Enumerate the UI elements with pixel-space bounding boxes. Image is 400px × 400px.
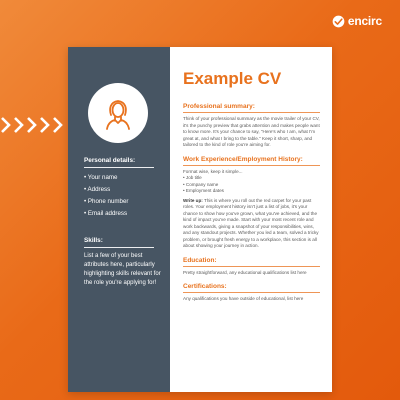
divider <box>183 112 320 113</box>
divider <box>183 292 320 293</box>
writeup-text: This is where you roll out the red carpet for your past roles. Your employment history isn't just a list of jobs, it's your chance to show how you've grown, what you've achieved, and the kind of impact you've made. Start with your most recent role and work backwards, giving a snapshot of your responsibilities, wins, and any standout projects. Whether you led a team, solved a tricky problem, or brought fresh energy to a workplace, this section is all about showing your journey in action. <box>183 197 319 248</box>
chevron-row <box>0 116 63 134</box>
personal-detail-item: • Email address <box>84 208 164 220</box>
personal-details-list <box>84 172 164 220</box>
brand-name: encirc <box>347 14 382 28</box>
experience-item: • Employment dates <box>183 188 320 195</box>
chevron-right-icon <box>39 116 50 134</box>
experience-intro: Format wise, keep it simple... <box>183 168 243 174</box>
cv-main <box>170 47 332 392</box>
skills-section <box>84 237 164 288</box>
certifications-heading: Certifications: <box>183 283 227 290</box>
certifications-section <box>183 283 320 303</box>
experience-list <box>183 175 320 195</box>
experience-item: • Company name <box>183 182 320 189</box>
education-section <box>183 257 320 277</box>
chevron-right-icon <box>26 116 37 134</box>
skills-heading: Skills: <box>84 237 103 244</box>
cv-document <box>68 47 332 392</box>
divider <box>183 266 320 267</box>
experience-section <box>183 156 320 250</box>
writeup-lead: Write up: <box>183 197 203 203</box>
summary-heading: Professional summary: <box>183 103 255 110</box>
brand-logo <box>332 14 382 28</box>
chevron-right-icon <box>0 116 11 134</box>
education-text: Pretty straightforward, any educational qualifications list here <box>183 269 307 275</box>
experience-heading: Work Experience/Employment History: <box>183 155 303 163</box>
summary-section <box>183 103 320 149</box>
certifications-text: Any qualifications you have outside of educational, list here <box>183 296 304 301</box>
chevron-right-icon <box>13 116 24 134</box>
avatar <box>88 83 148 143</box>
divider <box>84 247 154 248</box>
person-icon <box>98 93 138 133</box>
cv-sidebar <box>68 47 170 392</box>
experience-writeup <box>183 198 320 250</box>
cv-title: Example CV <box>183 69 282 88</box>
personal-detail-item: • Address <box>84 184 164 196</box>
personal-details-heading: Personal details: <box>84 157 136 164</box>
experience-item: • Job title <box>183 175 320 182</box>
chevron-right-icon <box>52 116 63 134</box>
encirc-logo-icon <box>332 15 345 28</box>
personal-detail-item: • Phone number <box>84 196 164 208</box>
divider <box>84 167 154 168</box>
education-heading: Education: <box>183 256 217 264</box>
divider <box>183 165 320 166</box>
personal-details-section <box>84 157 164 220</box>
summary-text: Think of your professional summary as the movie trailer of your CV, it's the punchy preview that grabs attention and makes people want to know more. It's your chance to say, "Here's who I am, what I'm great at, and what I bring to the table." Keep it short, sharp, and tailored to the kind of role you're aiming for. <box>183 116 320 147</box>
personal-detail-item: • Your name <box>84 172 164 184</box>
skills-text: List a few of your best attributes here, particularly highlighting skills relevant for the role you're applying for! <box>84 253 161 286</box>
